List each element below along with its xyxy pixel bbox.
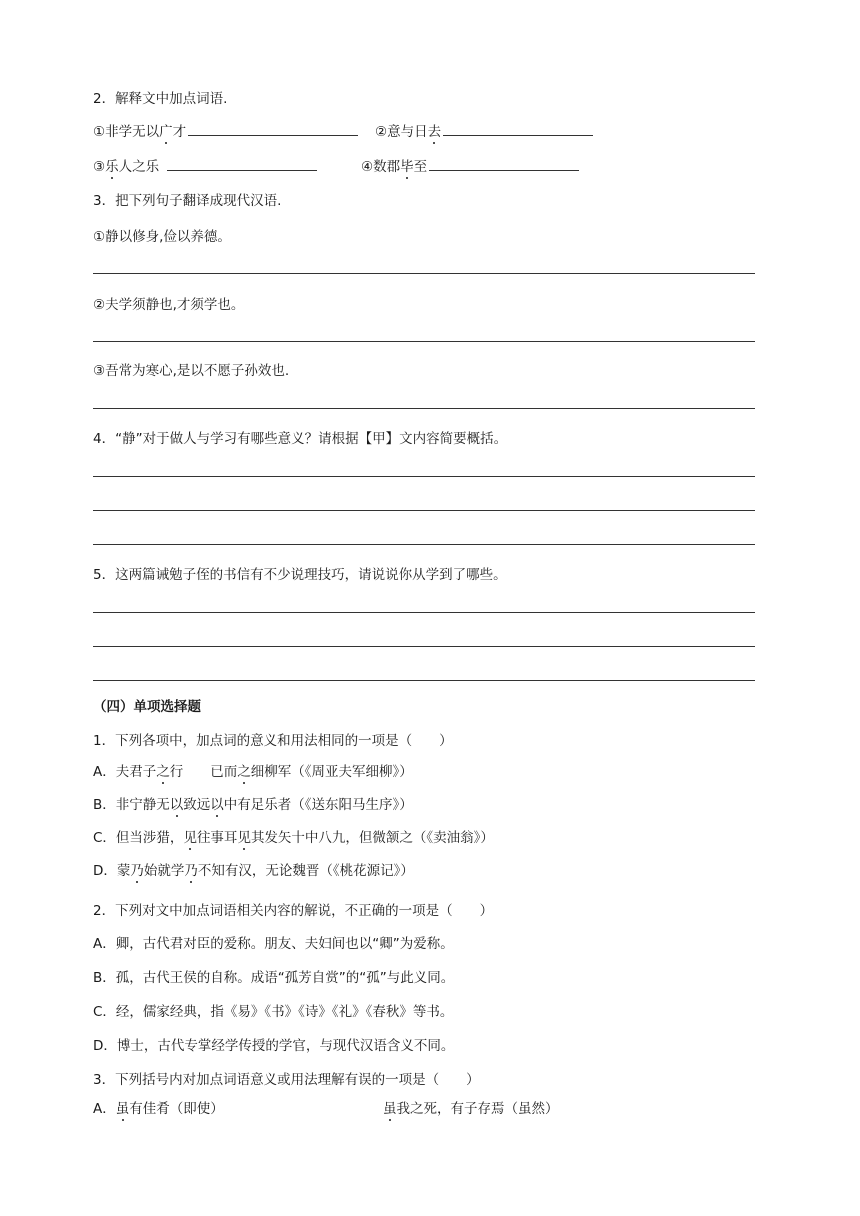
q2-item-4: ④数郡毕至 [361,155,579,176]
dotted-char: 毕 [400,159,414,175]
q2-item-1: ①非学无以广才 [93,120,358,141]
q3-sentence-2: ②夫学须静也,才须学也。 [93,297,245,313]
mc2-option-b[interactable]: B．孤，古代王侯的自称。成语“孤芳自赏”的“孤”与此义同。 [93,970,455,986]
answer-blank[interactable] [188,120,358,136]
mc1-option-d[interactable]: D．蒙乃始就学乃不知有汉，无论魏晋（《桃花源记》） [93,863,414,879]
answer-line[interactable] [93,544,755,545]
answer-blank[interactable] [167,155,317,171]
q2-item-3: ③乐人之乐 [93,155,317,176]
mc3-option-a-part2[interactable]: 虽我之死，有子存焉（虽然） [383,1101,559,1117]
answer-line[interactable] [93,341,755,342]
section-title: （四）单项选择题 [93,699,201,715]
answer-blank[interactable] [429,155,579,171]
dotted-char: 去 [427,124,442,140]
answer-blank[interactable] [443,120,593,136]
answer-line[interactable] [93,273,755,274]
mc1-stem: 1．下列各项中，加点词的意义和用法相同的一项是（ ） [93,733,453,749]
dotted-char: 乐 [105,159,119,175]
q4-title: 4．“静”对于做人与学习有哪些意义？请根据【甲】文内容简要概括。 [93,431,508,447]
q5-title: 5．这两篇诫勉子侄的书信有不少说理技巧，请说说你从学到了哪些。 [93,567,507,583]
mc2-stem: 2．下列对文中加点词语相关内容的解说，不正确的一项是（ ） [93,903,494,919]
mc2-option-c[interactable]: C．经，儒家经典，指《易》《书》《诗》《礼》《春秋》等书。 [93,1004,454,1020]
mc3-option-a-part1[interactable]: A．虽有佳肴（即使） [93,1101,224,1117]
q3-sentence-1: ①静以修身,俭以养德。 [93,229,231,245]
answer-line[interactable] [93,680,755,681]
dotted-char: 广 [159,124,173,140]
mc1-option-a[interactable]: A．夫君子之行 已而之细柳军（《周亚夫军细柳》） [93,764,413,780]
mc3-stem: 3．下列括号内对加点词语意义或用法理解有误的一项是（ ） [93,1072,480,1088]
answer-line[interactable] [93,476,755,477]
mc2-option-a[interactable]: A．卿，古代君对臣的爱称。朋友、夫妇间也以“卿”为爱称。 [93,936,454,952]
answer-line[interactable] [93,612,755,613]
q2-item-2: ②意与日去 [375,120,593,141]
q2-title: 2．解释文中加点词语. [93,91,228,107]
mc1-option-c[interactable]: C．但当涉猎，见往事耳见其发矢十中八九，但微颔之（《卖油翁》） [93,830,494,846]
answer-line[interactable] [93,646,755,647]
mc2-option-d[interactable]: D．博士，古代专掌经学传授的学官，与现代汉语含义不同。 [93,1038,455,1054]
q3-sentence-3: ③吾常为寒心,是以不愿子孙效也. [93,363,290,379]
q3-title: 3．把下列句子翻译成现代汉语. [93,193,282,209]
answer-line[interactable] [93,408,755,409]
answer-line[interactable] [93,510,755,511]
mc1-option-b[interactable]: B．非宁静无以致远以中有足乐者（《送东阳马生序》） [93,797,413,813]
